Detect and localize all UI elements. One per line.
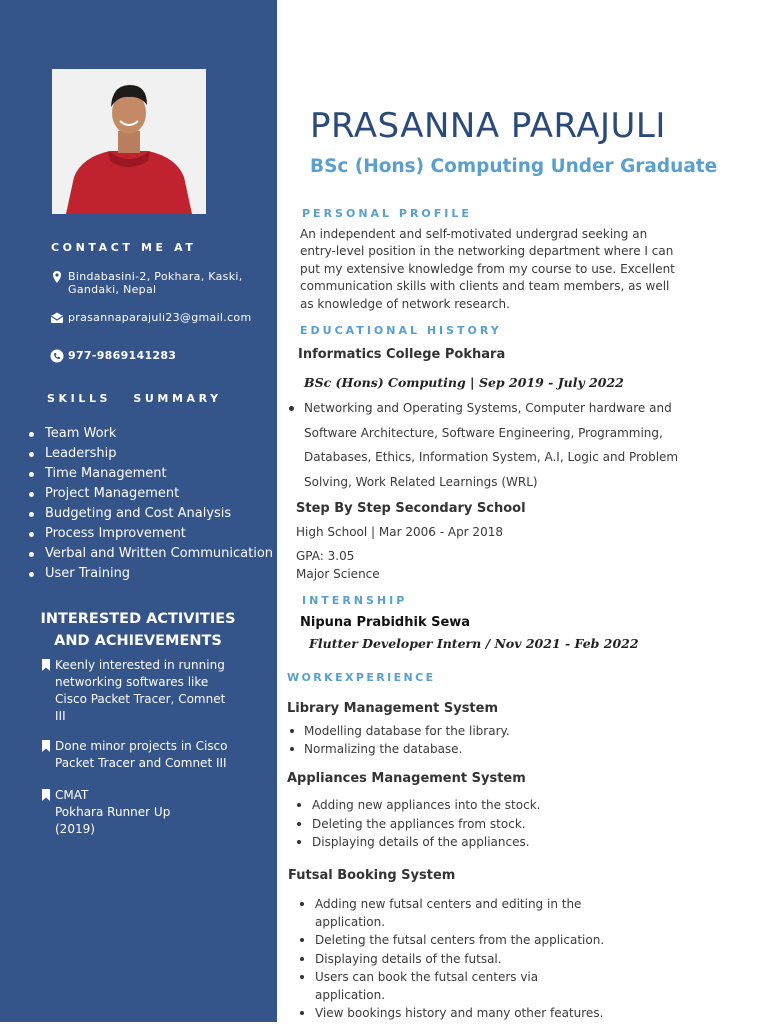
phone-number[interactable]: 977-9869141283 — [68, 349, 177, 362]
skill-item: User Training — [26, 564, 273, 584]
contact-email — [50, 311, 251, 325]
college-name: Informatics College Pokhara — [298, 347, 506, 362]
activity-item — [40, 787, 170, 838]
major: Major Science — [296, 567, 380, 581]
job-title: BSc (Hons) Computing Under Graduate — [310, 156, 718, 177]
contact-address — [50, 270, 243, 296]
phone-icon — [50, 349, 64, 363]
activity-text: Done minor projects in Cisco Packet Tracer and Comnet III — [55, 739, 228, 770]
activity-item — [40, 657, 225, 725]
bookmark-icon — [40, 788, 52, 802]
profile-text: An independent and self-motivated undergrad seeking an entry-level position in the networking department where I can put my extensive knowledge from my course to use. Excellent communication skills with clients and team members, as well as knowledge of network research. — [300, 227, 675, 311]
list-item: Adding new appliances into the stock. — [284, 796, 540, 815]
degree-period: BSc (Hons) Computing | Sep 2019 - July 2022 — [304, 375, 624, 390]
activity-text: Keenly interested in running networking softwares like Cisco Packet Tracer, Comnet III — [55, 658, 226, 723]
skill-item: Leadership — [26, 444, 273, 464]
internship-role: Flutter Developer Intern / Nov 2021 - Feb 2022 — [309, 636, 639, 651]
gpa: GPA: 3.05 — [296, 549, 355, 563]
bookmark-icon — [40, 658, 52, 672]
activity-text: CMAT Pokhara Runner Up (2019) — [55, 788, 171, 836]
work-heading: WORKEXPERIENCE — [287, 671, 436, 684]
project-task-list — [287, 895, 607, 1022]
course-list: Networking and Operating Systems, Computer hardware and Software Architecture, Software Engineering, Programming, Databases, Ethics, Information System, A.I, Logic and Problem Solving, Work Related Learnings (WRL) — [304, 396, 716, 494]
internship-company: Nipuna Prabidhik Sewa — [300, 615, 471, 630]
contact-phone — [50, 349, 176, 363]
full-name: PRASANNA PARAJULI — [310, 106, 666, 146]
skill-item: Project Management — [26, 484, 273, 504]
project-task-list — [284, 796, 540, 852]
list-item: Deleting the appliances from stock. — [284, 815, 540, 834]
list-item: Users can book the futsal centers via application. — [287, 968, 607, 1004]
profile-heading: PERSONAL PROFILE — [302, 207, 472, 220]
sidebar — [0, 0, 277, 1022]
skills-list — [26, 424, 273, 584]
project-title: Library Management System — [287, 701, 499, 716]
project-title: Futsal Booking System — [288, 868, 456, 883]
contact-heading: CONTACT ME AT — [51, 241, 197, 254]
list-item: Adding new futsal centers and editing in the application. — [287, 895, 607, 931]
skill-item: Team Work — [26, 424, 273, 444]
location-pin-icon — [50, 270, 64, 284]
activity-item — [40, 738, 227, 772]
envelope-icon — [50, 311, 64, 325]
skills-heading: SKILLS SUMMARY — [47, 392, 222, 405]
project-task-list — [288, 722, 510, 758]
interests-heading-line-2: AND ACHIEVEMENTS — [54, 633, 222, 649]
education-heading: EDUCATIONAL HISTORY — [300, 324, 502, 337]
profile-photo — [52, 69, 206, 214]
address-line-1: Bindabasini-2, Pokhara, Kaski, — [68, 270, 243, 283]
skill-item: Process Improvement — [26, 524, 273, 544]
interests-heading — [30, 608, 246, 652]
skill-item: Time Management — [26, 464, 273, 484]
school-name: Step By Step Secondary School — [296, 501, 526, 516]
list-item: Displaying details of the futsal. — [287, 950, 607, 968]
skill-item: Verbal and Written Communication — [26, 544, 273, 564]
list-item: Modelling database for the library. — [288, 722, 510, 740]
project-title: Appliances Management System — [287, 771, 526, 786]
list-item: Deleting the futsal centers from the application. — [287, 931, 607, 949]
address-line-2: Gandaki, Nepal — [68, 283, 157, 296]
email-link[interactable]: prasannaparajuli23@gmail.com — [68, 311, 252, 324]
list-item: View bookings history and many other features. — [287, 1004, 607, 1022]
interests-heading-line-1: INTERESTED ACTIVITIES — [40, 611, 236, 627]
school-period: High School | Mar 2006 - Apr 2018 — [296, 525, 503, 539]
bookmark-icon — [40, 739, 52, 753]
list-item: Normalizing the database. — [288, 740, 510, 758]
list-item: Displaying details of the appliances. — [284, 833, 540, 852]
internship-heading: INTERNSHIP — [302, 594, 408, 607]
skill-item: Budgeting and Cost Analysis — [26, 504, 273, 524]
